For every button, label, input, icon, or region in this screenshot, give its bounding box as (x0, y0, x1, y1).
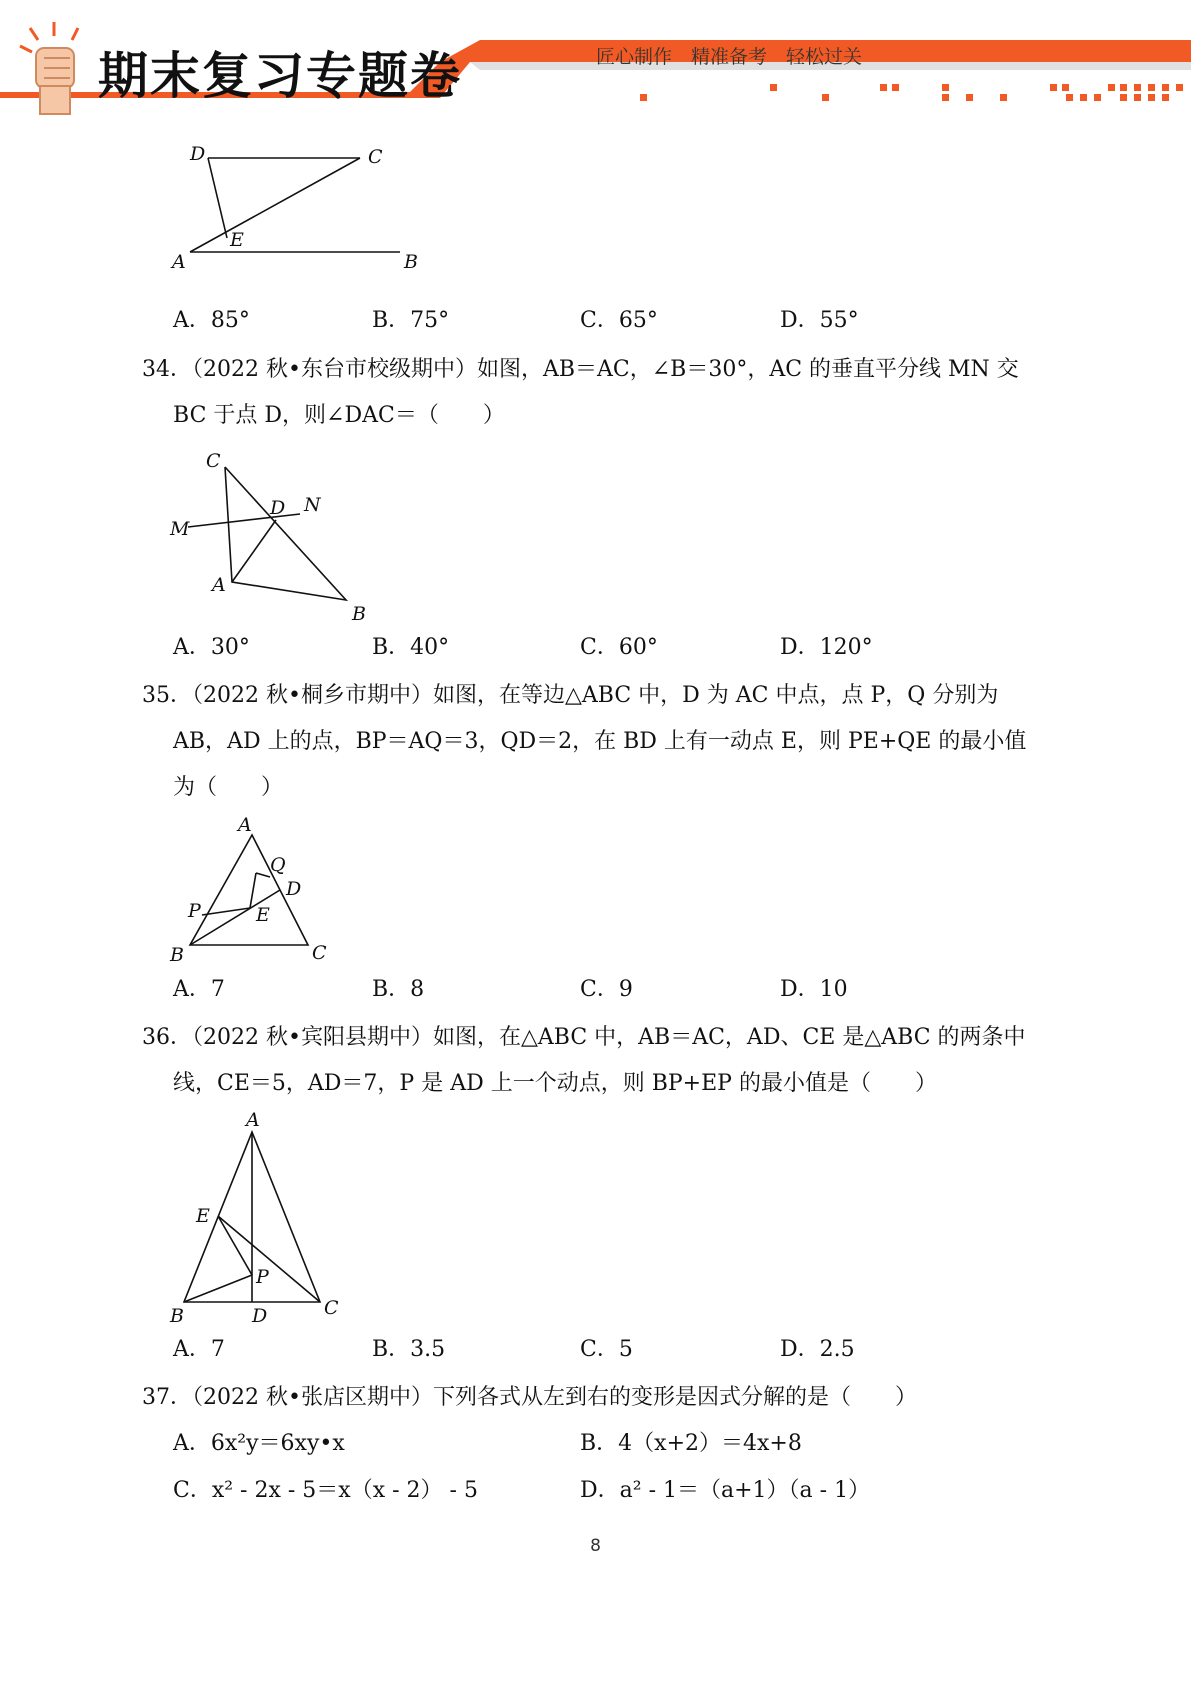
q37-stem-line1: 37．（2022 秋•张店区期中）下列各式从左到右的变形是因式分解的是（ ） (142, 1385, 917, 1410)
q34-option-c: C．60° (580, 635, 658, 660)
q34-figure (160, 445, 390, 625)
q34-stem-line2: BC 于点 D，则∠DAC＝（ ） (173, 403, 505, 428)
header-title: 期末复习专题卷 (98, 47, 462, 105)
q36-label-p: P (256, 1266, 269, 1288)
q36-label-d: D (252, 1305, 268, 1327)
q37-option-a: A．6x²y＝6xy•x (173, 1431, 345, 1456)
q35-label-e: E (256, 904, 270, 926)
q34-option-a: A．30° (173, 635, 250, 660)
q36-option-d: D．2.5 (780, 1337, 855, 1362)
q35-label-d: D (286, 878, 302, 900)
q35-stem-line2: AB，AD 上的点，BP＝AQ＝3，QD＝2，在 BD 上有一动点 E，则 PE+QE 的最小值 (173, 729, 1027, 754)
q34-label-m: M (170, 518, 190, 540)
q35-label-q: Q (270, 854, 286, 876)
q37-option-d: D．a² - 1＝（a+1）（a - 1） (580, 1478, 871, 1503)
q34-option-b: B．40° (372, 635, 450, 660)
q36-label-b: B (170, 1305, 184, 1327)
q36-option-c: C．5 (580, 1337, 633, 1362)
fist-icon (14, 18, 94, 118)
page-number: 8 (590, 1536, 601, 1556)
q33-option-a: A．85° (173, 308, 250, 333)
q35-option-d: D．10 (780, 977, 848, 1002)
q35-label-p: P (188, 900, 201, 922)
q37-option-c: C．x² - 2x - 5＝x（x - 2） - 5 (173, 1478, 478, 1503)
q33-label-c: C (368, 146, 383, 168)
q36-option-b: B．3.5 (372, 1337, 446, 1362)
header-slogan: 匠心制作 精准备考 轻松过关 (596, 46, 863, 68)
q36-stem-line1: 36．（2022 秋•宾阳县期中）如图，在△ABC 中，AB＝AC，AD、CE 是△ABC 的两条中 (142, 1025, 1026, 1050)
q34-label-d: D (270, 497, 286, 519)
q36-label-c: C (324, 1297, 339, 1319)
q33-label-e: E (230, 229, 244, 251)
q34-stem-line1: 34．（2022 秋•东台市校级期中）如图，AB＝AC，∠B＝30°，AC 的垂直平分线 MN 交 (142, 357, 1019, 382)
q35-label-c: C (312, 942, 327, 964)
q33-option-d: D．55° (780, 308, 859, 333)
q34-label-a: A (212, 574, 226, 596)
q36-option-a: A．7 (173, 1337, 225, 1362)
q34-option-d: D．120° (780, 635, 873, 660)
q34-label-b: B (352, 603, 366, 625)
q36-label-e: E (196, 1205, 210, 1227)
q35-option-a: A．7 (173, 977, 225, 1002)
q35-label-a: A (238, 815, 252, 836)
q37-option-b: B．4（x+2）＝4x+8 (580, 1431, 802, 1456)
q33-label-a: A (172, 251, 186, 273)
q35-figure (160, 815, 360, 975)
q36-figure (160, 1110, 360, 1335)
q35-stem-line1: 35．（2022 秋•桐乡市期中）如图，在等边△ABC 中，D 为 AC 中点，点 P，Q 分别为 (142, 683, 999, 708)
q33-option-b: B．75° (372, 308, 450, 333)
q34-label-c: C (206, 450, 221, 472)
q33-label-b: B (404, 251, 418, 273)
q35-label-b: B (170, 944, 184, 966)
q33-label-d: D (190, 143, 206, 165)
q35-stem-line3: 为（ ） (173, 775, 284, 800)
q33-option-c: C．65° (580, 308, 658, 333)
q33-figure (160, 140, 440, 290)
q34-label-n: N (304, 494, 321, 516)
q35-option-b: B．8 (372, 977, 425, 1002)
page-header (0, 0, 1191, 115)
q35-option-c: C．9 (580, 977, 633, 1002)
q36-label-a: A (246, 1110, 260, 1131)
q36-stem-line2: 线，CE＝5，AD＝7，P 是 AD 上一个动点，则 BP+EP 的最小值是（ ） (173, 1071, 937, 1096)
